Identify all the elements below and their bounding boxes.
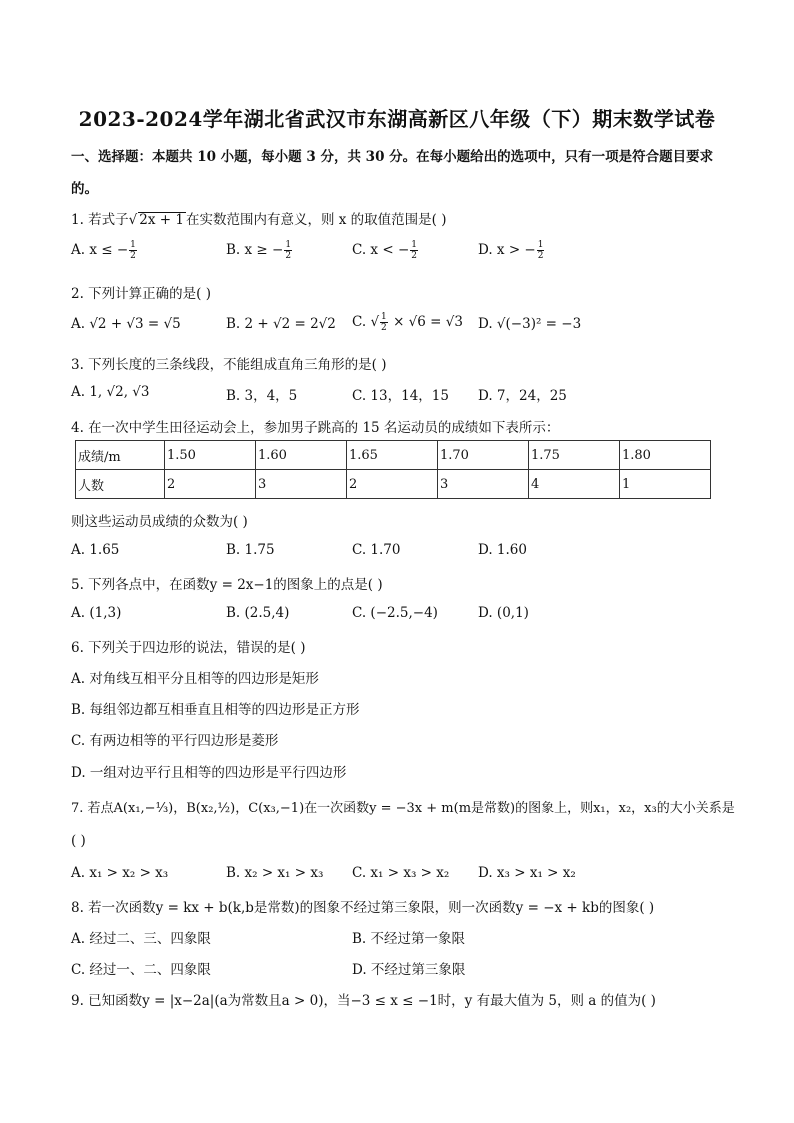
table-cell: 2 bbox=[165, 470, 256, 499]
table-cell: 成绩/m bbox=[76, 441, 165, 470]
q3-option-a[interactable]: A. 1, √2, √3 bbox=[71, 384, 150, 400]
q1-prefix: 1. 若式子 bbox=[71, 212, 129, 228]
question-1 bbox=[71, 208, 447, 228]
q5-option-c[interactable]: C. (−2.5,−4) bbox=[352, 605, 438, 621]
q1-option-b[interactable]: B. x ≥ − $\frac{1}{2}$ bbox=[226, 240, 292, 261]
question-6: 6. 下列关于四边形的说法，错误的是( ) bbox=[71, 640, 306, 656]
q7-option-c[interactable]: C. x₁ > x₃ > x₂ bbox=[352, 865, 450, 881]
score-table bbox=[75, 440, 711, 499]
q5-option-d[interactable]: D. (0,1) bbox=[478, 605, 529, 621]
q4-option-b[interactable]: B. 1.75 bbox=[226, 542, 275, 558]
q1-option-d[interactable]: D. x > − $\frac{1}{2}$ bbox=[478, 240, 544, 261]
q2-option-b[interactable]: B. 2 + √2 = 2√2 bbox=[226, 316, 336, 332]
q8-option-c[interactable]: C. 经过一、二、四象限 bbox=[71, 962, 211, 978]
q7-option-b[interactable]: B. x₂ > x₁ > x₃ bbox=[226, 865, 324, 881]
q1-radicand: 2x + 1 bbox=[139, 212, 184, 228]
q8-option-a[interactable]: A. 经过二、三、四象限 bbox=[71, 931, 211, 947]
q3-option-c[interactable]: C. 13，14，15 bbox=[352, 388, 449, 404]
q7-option-a[interactable]: A. x₁ > x₂ > x₃ bbox=[71, 865, 169, 881]
question-9: 9. 已知函数y = |x−2a|(a为常数且a > 0)，当−3 ≤ x ≤ −1时，y 有最大值为 5，则 a 的值为( ) bbox=[71, 993, 656, 1009]
q4-option-d[interactable]: D. 1.60 bbox=[478, 542, 527, 558]
table-cell: 1.60 bbox=[256, 441, 347, 470]
section-heading-cont: 的。 bbox=[71, 181, 98, 197]
table-cell: 1.65 bbox=[347, 441, 438, 470]
q2-option-a[interactable]: A. √2 + √3 = √5 bbox=[71, 316, 181, 332]
page-title: 2023-2024学年湖北省武汉市东湖高新区八年级（下）期末数学试卷 bbox=[78, 107, 716, 131]
q6-option-a[interactable]: A. 对角线互相平分且相等的四边形是矩形 bbox=[71, 671, 319, 687]
q1-option-c[interactable]: C. x < − $\frac{1}{2}$ bbox=[352, 240, 417, 261]
q1-option-a[interactable]: A. x ≤ − $\frac{1}{2}$ bbox=[71, 240, 136, 261]
table-cell: 人数 bbox=[76, 470, 165, 499]
section-heading: 一、选择题：本题共 10 小题，每小题 3 分，共 30 分。在每小题给出的选项中，只有一项是符合题目要求 bbox=[71, 149, 714, 165]
q6-option-b[interactable]: B. 每组邻边都互相垂直且相等的四边形是正方形 bbox=[71, 702, 360, 718]
q7-option-d[interactable]: D. x₃ > x₁ > x₂ bbox=[478, 865, 576, 881]
question-3: 3. 下列长度的三条线段，不能组成直角三角形的是( ) bbox=[71, 357, 387, 373]
question-2: 2. 下列计算正确的是( ) bbox=[71, 286, 211, 302]
q3-option-b[interactable]: B. 3，4，5 bbox=[226, 388, 298, 404]
q3-option-d[interactable]: D. 7，24，25 bbox=[478, 388, 567, 404]
q5-option-b[interactable]: B. (2.5,4) bbox=[226, 605, 290, 621]
table-cell: 2 bbox=[347, 470, 438, 499]
table-cell: 1 bbox=[620, 470, 711, 499]
question-7-cont: ( ) bbox=[71, 833, 86, 849]
question-7: 7. 若点A(x₁,−⅓)，B(x₂,½)，C(x₃,−1)在一次函数y = −3x + m(m是常数)的图象上，则x₁，x₂，x₃的大小关系是 bbox=[71, 801, 735, 816]
table-row bbox=[76, 441, 711, 470]
q2-option-c[interactable]: C. √ $\frac{1}{2}$ × √6 = √3 bbox=[352, 312, 463, 333]
q1-suffix: 在实数范围内有意义，则 x 的取值范围是( ) bbox=[185, 212, 447, 228]
question-8: 8. 若一次函数y = kx + b(k,b是常数)的图象不经过第三象限，则一次函数y = −x + kb的图象( ) bbox=[71, 900, 655, 916]
table-cell: 1.70 bbox=[438, 441, 529, 470]
table-cell: 1.50 bbox=[165, 441, 256, 470]
table-cell: 1.80 bbox=[620, 441, 711, 470]
table-cell: 3 bbox=[438, 470, 529, 499]
q2-option-d[interactable]: D. √(−3)² = −3 bbox=[478, 316, 582, 332]
q5-option-a[interactable]: A. (1,3) bbox=[71, 605, 122, 621]
sqrt-icon: √ bbox=[128, 212, 138, 228]
question-5: 5. 下列各点中，在函数y = 2x−1的图象上的点是( ) bbox=[71, 577, 383, 593]
table-cell: 3 bbox=[256, 470, 347, 499]
question-4-ask: 则这些运动员成绩的众数为( ) bbox=[71, 514, 248, 530]
q4-option-a[interactable]: A. 1.65 bbox=[71, 542, 120, 558]
table-cell: 1.75 bbox=[529, 441, 620, 470]
q8-option-b[interactable]: B. 不经过第一象限 bbox=[352, 931, 466, 947]
question-4: 4. 在一次中学生田径运动会上，参加男子跳高的 15 名运动员的成绩如下表所示： bbox=[71, 420, 560, 436]
table-cell: 4 bbox=[529, 470, 620, 499]
q6-option-d[interactable]: D. 一组对边平行且相等的四边形是平行四边形 bbox=[71, 765, 347, 781]
q8-option-d[interactable]: D. 不经过第三象限 bbox=[352, 962, 466, 978]
q6-option-c[interactable]: C. 有两边相等的平行四边形是菱形 bbox=[71, 733, 279, 749]
q4-option-c[interactable]: C. 1.70 bbox=[352, 542, 401, 558]
table-row bbox=[76, 470, 711, 499]
